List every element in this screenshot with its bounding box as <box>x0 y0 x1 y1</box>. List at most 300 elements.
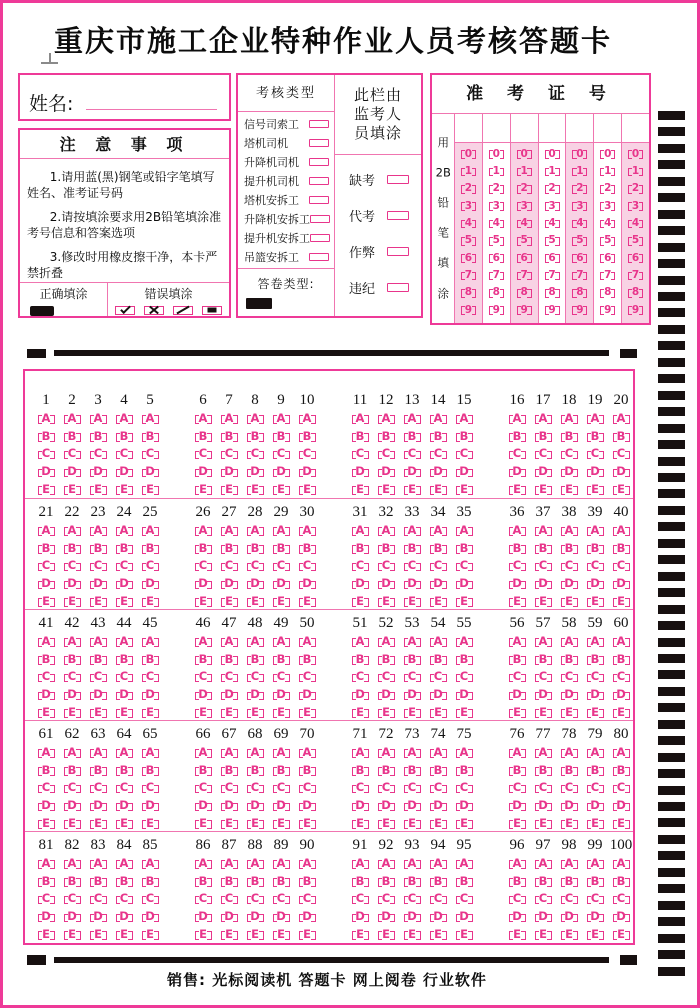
answer-bubble[interactable]: B <box>613 654 630 666</box>
answer-bubble[interactable]: B <box>247 654 264 666</box>
answer-bubble[interactable]: E <box>38 929 55 941</box>
answer-bubble[interactable]: B <box>561 765 578 777</box>
answer-bubble[interactable]: D <box>352 911 369 923</box>
answer-bubble[interactable]: D <box>535 689 552 701</box>
proctor-bubble[interactable] <box>387 175 409 184</box>
answer-bubble[interactable]: A <box>587 413 604 425</box>
answer-bubble[interactable]: A <box>378 413 395 425</box>
answer-bubble[interactable]: C <box>378 782 395 794</box>
answer-bubble[interactable]: A <box>561 525 578 537</box>
ticket-digit-bubble[interactable]: 5 <box>489 235 504 247</box>
answer-bubble[interactable]: B <box>404 431 421 443</box>
answer-bubble[interactable]: E <box>64 707 81 719</box>
answer-bubble[interactable]: B <box>430 431 447 443</box>
answer-bubble[interactable]: E <box>273 484 290 496</box>
answer-bubble[interactable]: C <box>352 782 369 794</box>
answer-bubble[interactable]: D <box>116 800 133 812</box>
ticket-digit-bubble[interactable]: 1 <box>572 165 587 177</box>
answer-bubble[interactable]: E <box>273 818 290 830</box>
answer-bubble[interactable]: E <box>142 707 159 719</box>
answer-bubble[interactable]: B <box>587 654 604 666</box>
answer-bubble[interactable]: B <box>430 543 447 555</box>
answer-bubble[interactable]: B <box>509 876 526 888</box>
answer-bubble[interactable]: A <box>116 525 133 537</box>
answer-bubble[interactable]: E <box>587 818 604 830</box>
answer-bubble[interactable]: B <box>142 543 159 555</box>
answer-bubble[interactable]: D <box>90 800 107 812</box>
answer-bubble[interactable]: A <box>587 636 604 648</box>
answer-bubble[interactable]: A <box>613 747 630 759</box>
ticket-write-box[interactable] <box>566 114 593 143</box>
answer-bubble[interactable]: D <box>299 466 316 478</box>
answer-bubble[interactable]: C <box>247 448 264 460</box>
answer-bubble[interactable]: A <box>116 747 133 759</box>
answer-bubble[interactable]: A <box>456 525 473 537</box>
answer-bubble[interactable]: E <box>221 818 238 830</box>
ticket-digit-bubble[interactable]: 0 <box>600 148 615 160</box>
answer-bubble[interactable]: B <box>142 654 159 666</box>
answer-bubble[interactable]: A <box>142 858 159 870</box>
answer-bubble[interactable]: D <box>38 578 55 590</box>
answer-bubble[interactable]: B <box>378 543 395 555</box>
answer-bubble[interactable]: B <box>116 431 133 443</box>
answer-bubble[interactable]: A <box>90 747 107 759</box>
answer-bubble[interactable]: A <box>64 525 81 537</box>
answer-bubble[interactable]: E <box>509 929 526 941</box>
answer-bubble[interactable]: D <box>299 911 316 923</box>
answer-bubble[interactable]: E <box>273 929 290 941</box>
ticket-digit-bubble[interactable]: 9 <box>600 304 615 316</box>
answer-bubble[interactable]: E <box>456 707 473 719</box>
answer-bubble[interactable]: A <box>247 747 264 759</box>
answer-bubble[interactable]: E <box>509 707 526 719</box>
answer-bubble[interactable]: C <box>142 560 159 572</box>
answer-bubble[interactable]: A <box>509 636 526 648</box>
answer-bubble[interactable]: B <box>404 654 421 666</box>
answer-bubble[interactable]: B <box>613 543 630 555</box>
answer-bubble[interactable]: C <box>273 560 290 572</box>
answer-bubble[interactable]: E <box>38 596 55 608</box>
answer-bubble[interactable]: A <box>404 525 421 537</box>
answer-bubble[interactable]: B <box>90 654 107 666</box>
answer-bubble[interactable]: C <box>299 560 316 572</box>
answer-bubble[interactable]: C <box>352 448 369 460</box>
answer-bubble[interactable]: E <box>90 484 107 496</box>
answer-bubble[interactable]: A <box>587 747 604 759</box>
answer-bubble[interactable]: D <box>613 578 630 590</box>
answer-bubble[interactable]: C <box>509 448 526 460</box>
answer-bubble[interactable]: C <box>116 782 133 794</box>
answer-bubble[interactable]: A <box>64 413 81 425</box>
answer-bubble[interactable]: B <box>64 765 81 777</box>
answer-bubble[interactable]: A <box>509 858 526 870</box>
answer-bubble[interactable]: B <box>509 654 526 666</box>
answer-bubble[interactable]: C <box>613 782 630 794</box>
answer-bubble[interactable]: E <box>613 596 630 608</box>
answer-bubble[interactable]: E <box>299 818 316 830</box>
answer-bubble[interactable]: E <box>38 818 55 830</box>
answer-bubble[interactable]: A <box>352 413 369 425</box>
answer-bubble[interactable]: A <box>430 636 447 648</box>
answer-bubble[interactable]: C <box>142 782 159 794</box>
answer-bubble[interactable]: E <box>38 707 55 719</box>
answer-bubble[interactable]: D <box>142 578 159 590</box>
answer-bubble[interactable]: B <box>247 431 264 443</box>
answer-bubble[interactable]: E <box>378 707 395 719</box>
answer-bubble[interactable]: C <box>404 671 421 683</box>
answer-bubble[interactable]: B <box>535 876 552 888</box>
answer-bubble[interactable]: B <box>38 765 55 777</box>
answer-bubble[interactable]: E <box>430 484 447 496</box>
answer-bubble[interactable]: B <box>456 876 473 888</box>
answer-bubble[interactable]: C <box>221 893 238 905</box>
answer-bubble[interactable]: C <box>90 448 107 460</box>
answer-bubble[interactable]: B <box>116 765 133 777</box>
answer-bubble[interactable]: D <box>352 800 369 812</box>
answer-bubble[interactable]: D <box>535 911 552 923</box>
answer-bubble[interactable]: C <box>273 782 290 794</box>
answer-bubble[interactable]: D <box>273 689 290 701</box>
answer-bubble[interactable]: E <box>195 707 212 719</box>
answer-bubble[interactable]: C <box>195 671 212 683</box>
answer-bubble[interactable]: E <box>561 707 578 719</box>
answer-bubble[interactable]: C <box>378 671 395 683</box>
answer-bubble[interactable]: E <box>404 707 421 719</box>
answer-bubble[interactable]: E <box>456 929 473 941</box>
answer-bubble[interactable]: E <box>352 818 369 830</box>
answer-bubble[interactable]: B <box>561 876 578 888</box>
answer-bubble[interactable]: C <box>221 782 238 794</box>
answer-bubble[interactable]: D <box>90 911 107 923</box>
answer-bubble[interactable]: C <box>38 782 55 794</box>
answer-bubble[interactable]: C <box>90 893 107 905</box>
answer-bubble[interactable]: A <box>221 413 238 425</box>
answer-bubble[interactable]: C <box>509 560 526 572</box>
answer-bubble[interactable]: C <box>195 560 212 572</box>
answer-bubble[interactable]: B <box>509 431 526 443</box>
answer-bubble[interactable]: C <box>247 671 264 683</box>
answer-bubble[interactable]: D <box>64 466 81 478</box>
ticket-digit-bubble[interactable]: 1 <box>461 165 476 177</box>
answer-bubble[interactable]: D <box>352 689 369 701</box>
answer-bubble[interactable]: D <box>299 578 316 590</box>
ticket-digit-bubble[interactable]: 7 <box>517 269 532 281</box>
answer-bubble[interactable]: E <box>587 484 604 496</box>
answer-bubble[interactable]: D <box>509 911 526 923</box>
answer-bubble[interactable]: D <box>613 689 630 701</box>
answer-bubble[interactable]: C <box>221 671 238 683</box>
answer-bubble[interactable]: E <box>535 707 552 719</box>
answer-bubble[interactable]: B <box>430 765 447 777</box>
answer-bubble[interactable]: D <box>247 911 264 923</box>
ticket-digit-bubble[interactable]: 1 <box>489 165 504 177</box>
answer-bubble[interactable]: C <box>299 782 316 794</box>
answer-bubble[interactable]: E <box>561 596 578 608</box>
answer-bubble[interactable]: C <box>247 782 264 794</box>
answer-bubble[interactable]: D <box>587 800 604 812</box>
answer-bubble[interactable]: C <box>404 893 421 905</box>
ticket-digit-bubble[interactable]: 0 <box>517 148 532 160</box>
answer-bubble[interactable]: C <box>561 448 578 460</box>
answer-bubble[interactable]: D <box>64 800 81 812</box>
answer-bubble[interactable]: D <box>404 578 421 590</box>
ticket-digit-bubble[interactable]: 7 <box>489 269 504 281</box>
answer-bubble[interactable]: C <box>613 671 630 683</box>
answer-bubble[interactable]: E <box>142 818 159 830</box>
answer-bubble[interactable]: A <box>247 525 264 537</box>
answer-bubble[interactable]: C <box>456 448 473 460</box>
answer-bubble[interactable]: A <box>142 525 159 537</box>
answer-bubble[interactable]: B <box>509 543 526 555</box>
answer-bubble[interactable]: D <box>142 800 159 812</box>
answer-bubble[interactable]: A <box>430 747 447 759</box>
answer-bubble[interactable]: C <box>378 560 395 572</box>
answer-bubble[interactable]: A <box>195 525 212 537</box>
answer-bubble[interactable]: A <box>38 636 55 648</box>
answer-bubble[interactable]: A <box>456 413 473 425</box>
answer-bubble[interactable]: C <box>247 560 264 572</box>
answer-bubble[interactable]: D <box>273 578 290 590</box>
answer-bubble[interactable]: A <box>561 858 578 870</box>
ticket-digit-bubble[interactable]: 9 <box>517 304 532 316</box>
answer-bubble[interactable]: A <box>352 858 369 870</box>
answer-bubble[interactable]: A <box>378 525 395 537</box>
answer-bubble[interactable]: B <box>299 876 316 888</box>
proctor-bubble[interactable] <box>387 211 409 220</box>
answer-bubble[interactable]: A <box>221 747 238 759</box>
answer-bubble[interactable]: C <box>90 782 107 794</box>
answer-bubble[interactable]: A <box>404 858 421 870</box>
answer-bubble[interactable]: C <box>404 782 421 794</box>
answer-bubble[interactable]: C <box>587 448 604 460</box>
answer-bubble[interactable]: C <box>613 448 630 460</box>
answer-bubble[interactable]: B <box>273 876 290 888</box>
answer-bubble[interactable]: A <box>195 636 212 648</box>
answer-bubble[interactable]: E <box>535 818 552 830</box>
answer-bubble[interactable]: E <box>299 707 316 719</box>
answer-bubble[interactable]: A <box>90 413 107 425</box>
answer-bubble[interactable]: E <box>404 596 421 608</box>
answer-bubble[interactable]: A <box>378 858 395 870</box>
answer-bubble[interactable]: D <box>299 800 316 812</box>
ticket-digit-bubble[interactable]: 7 <box>600 269 615 281</box>
ticket-digit-bubble[interactable]: 4 <box>489 217 504 229</box>
ticket-digit-bubble[interactable]: 9 <box>461 304 476 316</box>
answer-bubble[interactable]: B <box>299 543 316 555</box>
answer-bubble[interactable]: C <box>64 893 81 905</box>
ticket-digit-bubble[interactable]: 0 <box>628 148 643 160</box>
answer-bubble[interactable]: C <box>613 560 630 572</box>
answer-bubble[interactable]: C <box>273 448 290 460</box>
answer-bubble[interactable]: A <box>38 525 55 537</box>
answer-bubble[interactable]: E <box>404 484 421 496</box>
answer-bubble[interactable]: C <box>378 893 395 905</box>
answer-bubble[interactable]: C <box>116 448 133 460</box>
answer-bubble[interactable]: D <box>561 578 578 590</box>
answer-bubble[interactable]: D <box>273 466 290 478</box>
answer-bubble[interactable]: D <box>430 911 447 923</box>
ticket-digit-bubble[interactable]: 2 <box>545 183 560 195</box>
answer-bubble[interactable]: A <box>430 413 447 425</box>
answer-bubble[interactable]: E <box>195 484 212 496</box>
answer-bubble[interactable]: A <box>561 636 578 648</box>
answer-bubble[interactable]: E <box>561 484 578 496</box>
ticket-digit-bubble[interactable]: 5 <box>461 235 476 247</box>
answer-bubble[interactable]: A <box>613 413 630 425</box>
ticket-digit-bubble[interactable]: 4 <box>600 217 615 229</box>
answer-bubble[interactable]: C <box>430 893 447 905</box>
answer-bubble[interactable]: C <box>535 560 552 572</box>
answer-bubble[interactable]: B <box>221 876 238 888</box>
answer-bubble[interactable]: C <box>456 893 473 905</box>
answer-bubble[interactable]: A <box>142 636 159 648</box>
answer-bubble[interactable]: E <box>456 818 473 830</box>
answer-bubble[interactable]: A <box>352 747 369 759</box>
answer-bubble[interactable]: E <box>247 929 264 941</box>
answer-bubble[interactable]: E <box>561 929 578 941</box>
ticket-digit-bubble[interactable]: 2 <box>489 183 504 195</box>
answer-bubble[interactable]: B <box>352 543 369 555</box>
ticket-write-box[interactable] <box>622 114 649 143</box>
answer-bubble[interactable]: D <box>456 911 473 923</box>
answer-bubble[interactable]: E <box>116 818 133 830</box>
answer-bubble[interactable]: E <box>378 818 395 830</box>
answer-bubble[interactable]: B <box>352 654 369 666</box>
answer-bubble[interactable]: E <box>64 929 81 941</box>
exam-type-bubble[interactable] <box>310 215 330 223</box>
ticket-digit-bubble[interactable]: 8 <box>461 287 476 299</box>
answer-bubble[interactable]: A <box>456 858 473 870</box>
answer-bubble[interactable]: B <box>587 876 604 888</box>
answer-bubble[interactable]: D <box>509 800 526 812</box>
answer-bubble[interactable]: B <box>221 765 238 777</box>
answer-bubble[interactable]: D <box>247 800 264 812</box>
ticket-digit-bubble[interactable]: 3 <box>572 200 587 212</box>
ticket-digit-bubble[interactable]: 5 <box>628 235 643 247</box>
answer-bubble[interactable]: A <box>613 525 630 537</box>
answer-bubble[interactable]: A <box>378 747 395 759</box>
answer-bubble[interactable]: D <box>90 466 107 478</box>
answer-bubble[interactable]: B <box>64 654 81 666</box>
name-input-line[interactable] <box>86 109 217 111</box>
answer-bubble[interactable]: D <box>38 800 55 812</box>
answer-bubble[interactable]: A <box>38 413 55 425</box>
ticket-write-box[interactable] <box>455 114 482 143</box>
answer-bubble[interactable]: E <box>299 484 316 496</box>
answer-bubble[interactable]: B <box>613 876 630 888</box>
answer-bubble[interactable]: D <box>587 689 604 701</box>
answer-bubble[interactable]: B <box>64 431 81 443</box>
answer-bubble[interactable]: B <box>195 876 212 888</box>
ticket-digit-bubble[interactable]: 7 <box>461 269 476 281</box>
answer-bubble[interactable]: A <box>509 413 526 425</box>
answer-bubble[interactable]: C <box>456 560 473 572</box>
answer-bubble[interactable]: B <box>378 654 395 666</box>
answer-bubble[interactable]: E <box>142 929 159 941</box>
answer-bubble[interactable]: D <box>587 911 604 923</box>
answer-bubble[interactable]: D <box>404 689 421 701</box>
answer-bubble[interactable]: E <box>195 818 212 830</box>
proctor-bubble[interactable] <box>387 247 409 256</box>
answer-bubble[interactable]: D <box>430 466 447 478</box>
answer-bubble[interactable]: C <box>38 671 55 683</box>
answer-bubble[interactable]: A <box>273 525 290 537</box>
answer-bubble[interactable]: D <box>273 911 290 923</box>
answer-bubble[interactable]: A <box>587 858 604 870</box>
answer-bubble[interactable]: D <box>456 800 473 812</box>
answer-bubble[interactable]: E <box>378 484 395 496</box>
answer-bubble[interactable]: D <box>587 578 604 590</box>
answer-bubble[interactable]: B <box>404 876 421 888</box>
answer-bubble[interactable]: C <box>116 671 133 683</box>
ticket-digit-bubble[interactable]: 2 <box>572 183 587 195</box>
answer-bubble[interactable]: A <box>221 525 238 537</box>
answer-bubble[interactable]: A <box>299 747 316 759</box>
answer-bubble[interactable]: C <box>587 893 604 905</box>
answer-bubble[interactable]: E <box>535 484 552 496</box>
answer-bubble[interactable]: B <box>561 543 578 555</box>
ticket-digit-bubble[interactable]: 2 <box>600 183 615 195</box>
exam-type-bubble[interactable] <box>309 196 329 204</box>
answer-bubble[interactable]: C <box>64 782 81 794</box>
answer-bubble[interactable]: C <box>247 893 264 905</box>
ticket-digit-bubble[interactable]: 6 <box>517 252 532 264</box>
answer-bubble[interactable]: A <box>404 413 421 425</box>
answer-bubble[interactable]: B <box>273 431 290 443</box>
answer-bubble[interactable]: A <box>273 413 290 425</box>
answer-bubble[interactable]: A <box>535 747 552 759</box>
ticket-digit-bubble[interactable]: 3 <box>489 200 504 212</box>
answer-bubble[interactable]: B <box>535 654 552 666</box>
answer-bubble[interactable]: D <box>64 578 81 590</box>
answer-bubble[interactable]: C <box>90 560 107 572</box>
answer-bubble[interactable]: C <box>352 671 369 683</box>
answer-bubble[interactable]: A <box>38 747 55 759</box>
answer-bubble[interactable]: B <box>456 543 473 555</box>
ticket-digit-bubble[interactable]: 6 <box>628 252 643 264</box>
answer-bubble[interactable]: E <box>116 707 133 719</box>
answer-bubble[interactable]: E <box>64 818 81 830</box>
answer-bubble[interactable]: A <box>404 747 421 759</box>
answer-bubble[interactable]: D <box>404 911 421 923</box>
answer-bubble[interactable]: E <box>221 596 238 608</box>
answer-bubble[interactable]: C <box>561 671 578 683</box>
answer-bubble[interactable]: C <box>195 448 212 460</box>
answer-bubble[interactable]: B <box>195 431 212 443</box>
answer-bubble[interactable]: B <box>561 654 578 666</box>
answer-bubble[interactable]: A <box>247 636 264 648</box>
answer-bubble[interactable]: B <box>430 654 447 666</box>
answer-bubble[interactable]: B <box>90 543 107 555</box>
ticket-write-box[interactable] <box>539 114 566 143</box>
answer-bubble[interactable]: D <box>535 466 552 478</box>
answer-bubble[interactable]: A <box>247 858 264 870</box>
answer-bubble[interactable]: D <box>613 466 630 478</box>
answer-bubble[interactable]: A <box>430 858 447 870</box>
ticket-digit-bubble[interactable]: 1 <box>517 165 532 177</box>
answer-bubble[interactable]: B <box>195 543 212 555</box>
answer-bubble[interactable]: C <box>404 560 421 572</box>
answer-bubble[interactable]: B <box>587 543 604 555</box>
answer-bubble[interactable]: B <box>299 431 316 443</box>
answer-bubble[interactable]: B <box>90 765 107 777</box>
answer-bubble[interactable]: C <box>430 560 447 572</box>
answer-bubble[interactable]: D <box>116 578 133 590</box>
answer-bubble[interactable]: A <box>90 858 107 870</box>
answer-bubble[interactable]: A <box>456 636 473 648</box>
answer-bubble[interactable]: D <box>142 466 159 478</box>
answer-bubble[interactable]: A <box>142 747 159 759</box>
